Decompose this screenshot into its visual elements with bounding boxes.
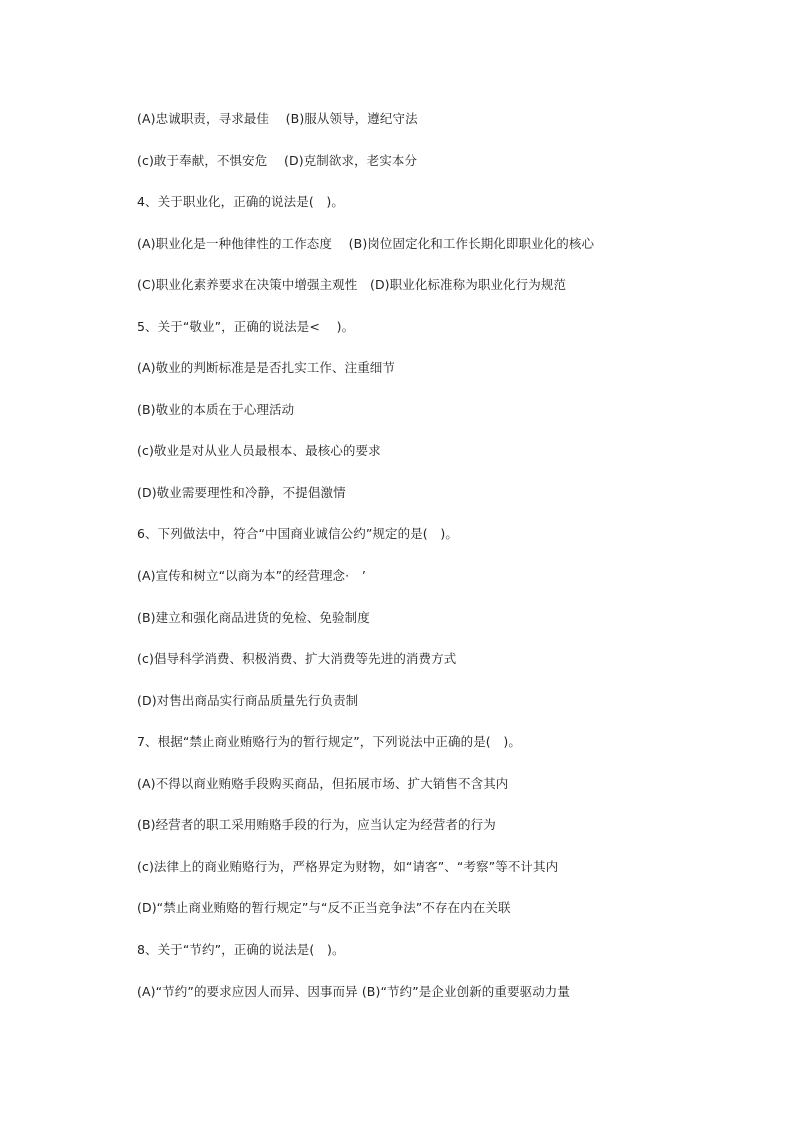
option-line: (B)建立和强化商品进货的免检、免验制度: [137, 610, 370, 625]
question-line: 5、关于“敬业”，正确的说法是< )。: [137, 319, 355, 334]
option-line: (B)经营者的职工采用贿赂手段的行为，应当认定为经营者的行为: [137, 817, 496, 832]
option-line: (C)职业化素养要求在决策中增强主观性 (D)职业化标准称为职业化行为规范: [137, 277, 567, 292]
option-line: (A)敬业的判断标准是是否扎实工作、注重细节: [137, 360, 396, 375]
option-line: (c)敬业是对从业人员最根本、最核心的要求: [137, 443, 381, 458]
option-line: (c)法律上的商业贿赂行为，严格界定为财物，如“请客”、“考察”等不计其内: [137, 859, 559, 874]
option-line: (D)“禁止商业贿赂的暂行规定”与“反不正当竞争法”不存在内在关联: [137, 900, 511, 915]
question-line: 6、下列做法中，符合“中国商业诚信公约”规定的是( )。: [137, 526, 458, 541]
option-line: (c)敢于奉献，不惧安危 (D)克制欲求，老实本分: [137, 153, 418, 168]
option-line: (D)对售出商品实行商品质量先行负责制: [137, 693, 359, 708]
question-line: 8、关于“节约”，正确的说法是( )。: [137, 942, 345, 957]
question-line: 4、关于职业化，正确的说法是( )。: [137, 194, 345, 209]
option-line: (D)敬业需要理性和冷静，不提倡激情: [137, 485, 346, 500]
option-line: (A)职业化是一种他律性的工作态度 (B)岗位固定化和工作长期化即职业化的核心: [137, 236, 595, 251]
question-line: 7、根据“禁止商业贿赂行为的暂行规定”，下列说法中正确的是( )。: [137, 734, 521, 749]
option-line: (A)忠诚职责，寻求最佳 (B)服从领导，遵纪守法: [137, 111, 418, 126]
option-line: (B)敬业的本质在于心理活动: [137, 402, 295, 417]
option-line: (c)倡导科学消费、积极消费、扩大消费等先进的消费方式: [137, 651, 457, 666]
option-line: (A)宣传和树立“以商为本”的经营理念· ’: [137, 568, 366, 583]
option-line: (A)不得以商业贿赂手段购买商品，但拓展市场、扩大销售不含其内: [137, 776, 509, 791]
option-line: (A)“节约”的要求应因人而异、因事而异 (B)“节约”是企业创新的重要驱动力量: [137, 984, 571, 999]
